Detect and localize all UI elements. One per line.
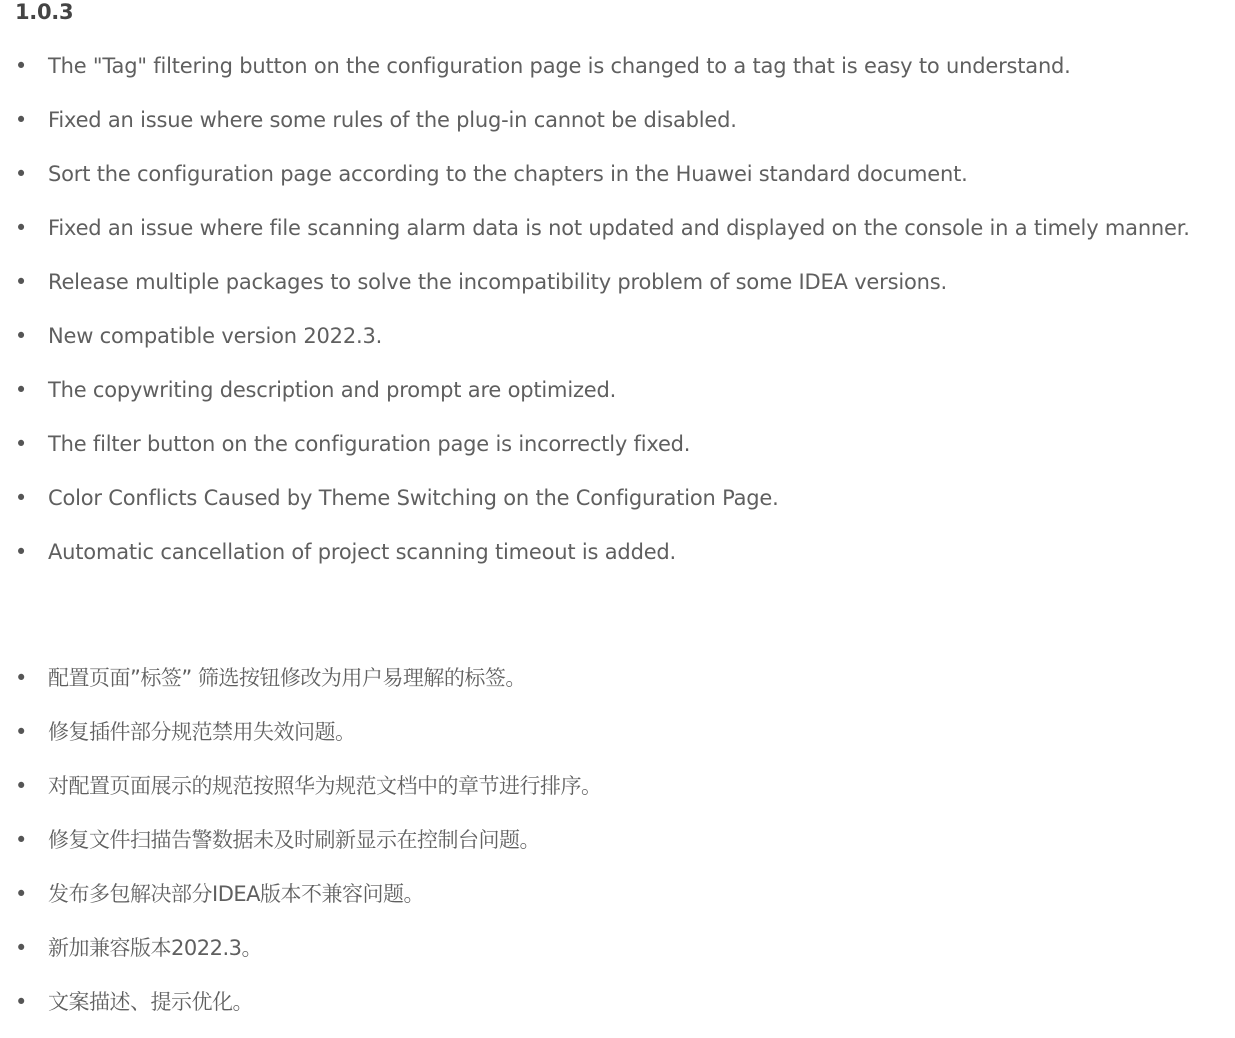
- note-text: 修复文件扫描告警数据未及时刷新显示在控制台问题。: [48, 828, 540, 852]
- bullet-icon: •: [15, 828, 27, 852]
- note-text: Fixed an issue where file scanning alarm data is not updated and displayed on the console in a timely manner.: [48, 216, 1190, 240]
- note-text: Automatic cancellation of project scanning timeout is added.: [48, 540, 677, 564]
- note-text: Color Conflicts Caused by Theme Switching on the Configuration Page.: [48, 486, 779, 510]
- note-text: New compatible version 2022.3.: [48, 324, 383, 348]
- list-item: [0, 768, 1235, 804]
- bullet-icon: •: [15, 720, 27, 744]
- bullet-icon: •: [14, 270, 28, 294]
- bullet-icon: •: [14, 432, 28, 456]
- list-item: [0, 156, 1235, 192]
- release-version-heading: 1.0.3: [15, 0, 74, 24]
- list-item: [0, 426, 1235, 462]
- list-item: [0, 534, 1235, 570]
- bullet-icon: •: [15, 936, 27, 960]
- list-item: [0, 318, 1235, 354]
- list-item: [0, 660, 1235, 696]
- list-item: [0, 210, 1235, 246]
- bullet-icon: •: [14, 324, 28, 348]
- list-item: [0, 822, 1235, 858]
- bullet-icon: •: [14, 54, 28, 78]
- bullet-icon: •: [15, 990, 27, 1014]
- note-text: 修复插件部分规范禁用失效问题。: [48, 720, 356, 744]
- list-item: [0, 372, 1235, 408]
- list-item: [0, 876, 1235, 912]
- note-text: 对配置页面展示的规范按照华为规范文档中的章节进行排序。: [48, 774, 602, 798]
- bullet-icon: •: [14, 162, 28, 186]
- note-text: Fixed an issue where some rules of the plug-in cannot be disabled.: [48, 108, 737, 132]
- bullet-icon: •: [15, 774, 27, 798]
- bullet-icon: •: [15, 666, 27, 690]
- list-item: [0, 102, 1235, 138]
- release-notes-english: [0, 48, 1235, 588]
- list-item: [0, 930, 1235, 966]
- note-text: Release multiple packages to solve the incompatibility problem of some IDEA versions.: [48, 270, 947, 294]
- note-text: The "Tag" filtering button on the configuration page is changed to a tag that is easy to understand.: [48, 54, 1071, 78]
- list-item: [0, 264, 1235, 300]
- bullet-icon: •: [14, 486, 28, 510]
- bullet-icon: •: [14, 540, 28, 564]
- bullet-icon: •: [14, 108, 28, 132]
- list-item: [0, 48, 1235, 84]
- list-item: [0, 480, 1235, 516]
- note-text: 配置页面”标签” 筛选按钮修改为用户易理解的标签。: [48, 666, 526, 690]
- bullet-icon: •: [14, 378, 28, 402]
- list-item: [0, 984, 1235, 1020]
- note-text: The copywriting description and prompt are optimized.: [48, 378, 617, 402]
- note-text: 文案描述、提示优化。: [48, 990, 253, 1014]
- release-notes-chinese: [0, 660, 1235, 1038]
- note-text: 发布多包解决部分IDEA版本不兼容问题。: [48, 882, 424, 906]
- note-text: The filter button on the configuration page is incorrectly fixed.: [48, 432, 691, 456]
- note-text: 新加兼容版本2022.3。: [48, 936, 262, 960]
- bullet-icon: •: [14, 216, 28, 240]
- note-text: Sort the configuration page according to the chapters in the Huawei standard document.: [48, 162, 968, 186]
- bullet-icon: •: [15, 882, 27, 906]
- list-item: [0, 714, 1235, 750]
